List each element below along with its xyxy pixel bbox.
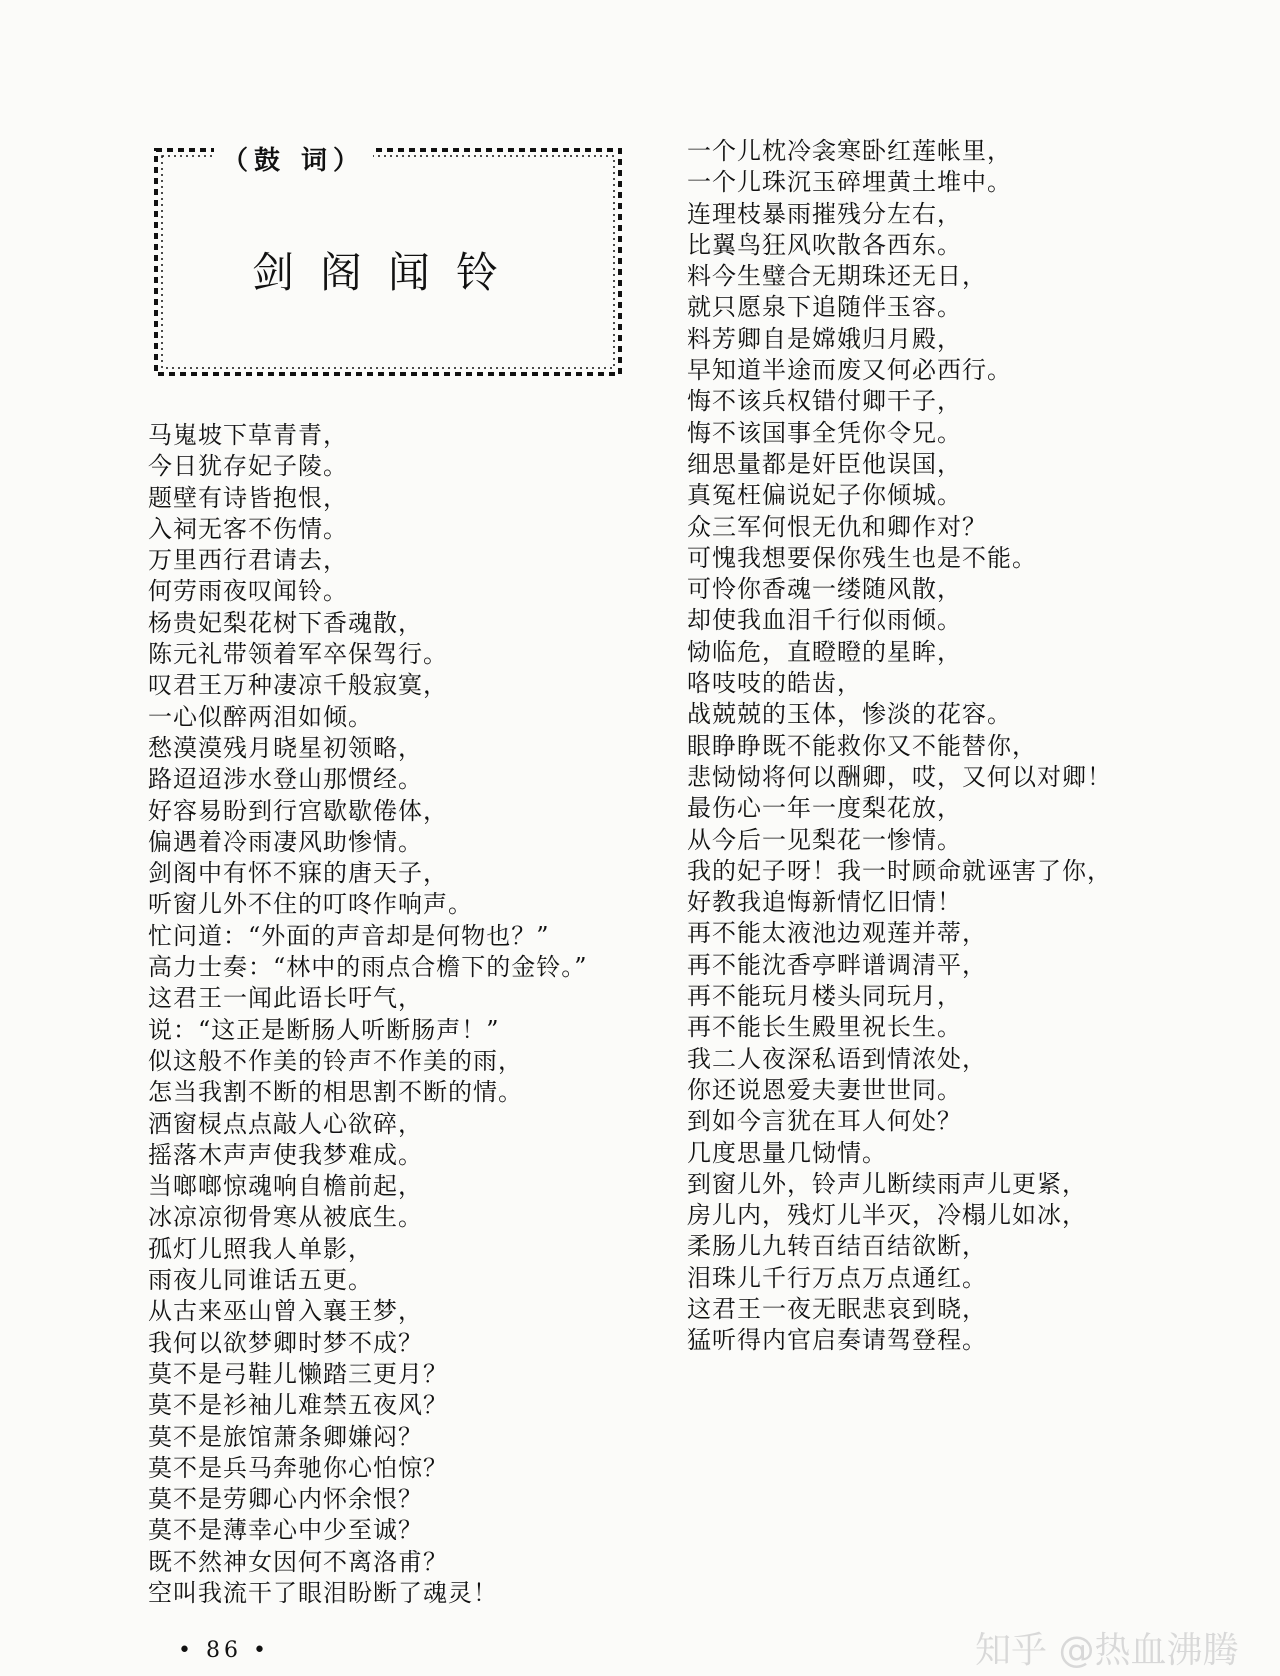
poem-line: 万里西行君请去， [148,546,348,575]
poem-line: 可怜你香魂一缕随风散， [687,575,962,604]
poem-line: 我的妃子呀！我一时顾命就诬害了你， [687,856,1112,885]
poem-line: 恸临危，直瞪瞪的星眸， [687,637,962,666]
poem-line: 连理枝暴雨摧残分左右， [687,199,962,228]
poem-line: 莫不是旅馆萧条卿嫌闷？ [148,1422,423,1451]
poem-line: 忙问道：“外面的声音却是何物也？” [148,921,550,950]
poem-line: 到窗儿外，铃声儿断续雨声儿更紧， [687,1169,1087,1198]
poem-line: 当啷啷惊魂响自檐前起， [148,1172,423,1201]
poem-line: 剑阁中有怀不寐的唐天子， [148,859,448,888]
poem-line: 就只愿泉下追随伴玉容。 [687,293,962,322]
poem-line: 既不然神女因何不离洛甫？ [148,1547,448,1576]
poem-line: 空叫我流干了眼泪盼断了魂灵！ [148,1578,498,1607]
poem-line: 到如今言犹在耳人何处？ [687,1107,962,1136]
poem-line: 冰凉凉彻骨寒从被底生。 [148,1203,423,1232]
poem-line: 好容易盼到行宫歇歇倦体， [148,796,448,825]
poem-line: 杨贵妃梨花树下香魂散， [148,608,423,637]
poem-line: 咯吱吱的皓齿， [687,669,862,698]
poem-line: 柔肠儿九转百结百结欲断， [687,1232,987,1261]
poem-line: 摇落木声声使我梦难成。 [148,1140,423,1169]
poem-line: 我何以欲梦卿时梦不成？ [148,1328,423,1357]
poem-line: 怎当我割不断的相思割不断的情。 [148,1078,523,1107]
poem-line: 莫不是弓鞋儿懒踏三更月？ [148,1359,448,1388]
poem-line: 洒窗棂点点敲人心欲碎， [148,1109,423,1138]
poem-line: 可愧我想要保你残生也是不能。 [687,543,1037,572]
poem-right-column [687,136,1112,1357]
page-title: 剑阁闻铃 [251,248,524,297]
poem-line: 听窗儿外不住的叮咚作响声。 [148,890,473,919]
poem-line: 几度思量几恸情。 [687,1138,887,1167]
poem-line: 泪珠儿千行万点万点通红。 [687,1263,987,1292]
poem-line: 再不能玩月楼头同玩月， [687,982,962,1011]
poem-line: 莫不是衫袖儿难禁五夜风？ [148,1391,448,1420]
poem-line: 最伤心一年一度梨花放， [687,794,962,823]
poem-line: 说：“这正是断肠人听断肠声！” [148,1015,500,1044]
poem-line: 战兢兢的玉体，惨淡的花容。 [687,700,1012,729]
poem-line: 真冤枉偏说妃子你倾城。 [687,481,962,510]
poem-line: 陈元礼带领着军卒保驾行。 [148,640,448,669]
genre-label: （鼓 词） [214,140,373,177]
poem-line: 眼睁睁既不能救你又不能替你， [687,731,1037,760]
poem-line: 高力士奏：“林中的雨点合檐下的金铃。” [148,953,588,982]
poem-line: 早知道半途而废又何必西行。 [687,356,1012,385]
poem-line: 路迢迢涉水登山那惯经。 [148,765,423,794]
title-frame [152,146,624,378]
poem-line: 细思量都是奸臣他误国， [687,449,962,478]
poem-line: 叹君王万种凄凉千般寂寞， [148,671,448,700]
poem-line: 莫不是薄幸心中少至诚？ [148,1516,423,1545]
poem-line: 何劳雨夜叹闻铃。 [148,577,348,606]
poem-line: 题壁有诗皆抱恨， [148,483,348,512]
poem-line: 似这般不作美的铃声不作美的雨， [148,1046,523,1075]
poem-line: 再不能沈香亭畔谱调清平， [687,950,987,979]
poem-line: 悔不该兵权错付卿干子， [687,387,962,416]
poem-line: 悲恸恸将何以酬卿，哎，又何以对卿！ [687,762,1112,791]
poem-line: 料芳卿自是嫦娥归月殿， [687,324,962,353]
poem-line: 从今后一见梨花一惨情。 [687,825,962,854]
poem-line: 比翼鸟狂风吹散各西东。 [687,230,962,259]
poem-line: 再不能长生殿里祝长生。 [687,1013,962,1042]
poem-line: 再不能太液池边观莲并蒂， [687,919,987,948]
poem-line: 这君王一闻此语长吁气， [148,984,423,1013]
poem-line: 房儿内，残灯儿半灭，冷榻儿如冰， [687,1201,1087,1230]
poem-line: 好教我追悔新情忆旧情！ [687,888,962,917]
poem-line: 众三军何恨无仇和卿作对？ [687,512,987,541]
poem-line: 料今生璧合无期珠还无日， [687,262,987,291]
poem-line: 雨夜儿同谁话五更。 [148,1266,373,1295]
poem-line: 莫不是兵马奔驰你心怕惊？ [148,1453,448,1482]
poem-line: 孤灯儿照我人单影， [148,1234,373,1263]
poem-line: 莫不是劳卿心内怀余恨？ [148,1485,423,1514]
poem-line: 却使我血泪千行似雨倾。 [687,606,962,635]
poem-line: 猛听得内官启奏请驾登程。 [687,1326,987,1355]
poem-left-column [148,420,588,1609]
poem-line: 从古来巫山曾入襄王梦， [148,1297,423,1326]
poem-line: 这君王一夜无眠悲哀到晓， [687,1294,987,1323]
poem-line: 愁漠漠残月晓星初领略， [148,733,423,762]
page-number: • 86 • [178,1638,270,1663]
poem-line: 你还说恩爱夫妻世世同。 [687,1075,962,1104]
watermark: 知乎 @热血沸腾 [975,1630,1239,1671]
poem-line: 我二人夜深私语到情浓处， [687,1044,987,1073]
poem-line: 一个儿枕冷衾寒卧红莲帐里， [687,137,1012,165]
poem-line: 悔不该国事全凭你令兄。 [687,418,962,447]
poem-line: 一个儿珠沉玉碎埋黄土堆中。 [687,168,1012,197]
poem-line: 一心似醉两泪如倾。 [148,702,373,731]
poem-line: 偏遇着冷雨凄风助惨情。 [148,827,423,856]
poem-line: 今日犹存妃子陵。 [148,452,348,481]
poem-line: 马嵬坡下草青青， [148,421,348,449]
poem-line: 入祠无客不伤情。 [148,514,348,543]
